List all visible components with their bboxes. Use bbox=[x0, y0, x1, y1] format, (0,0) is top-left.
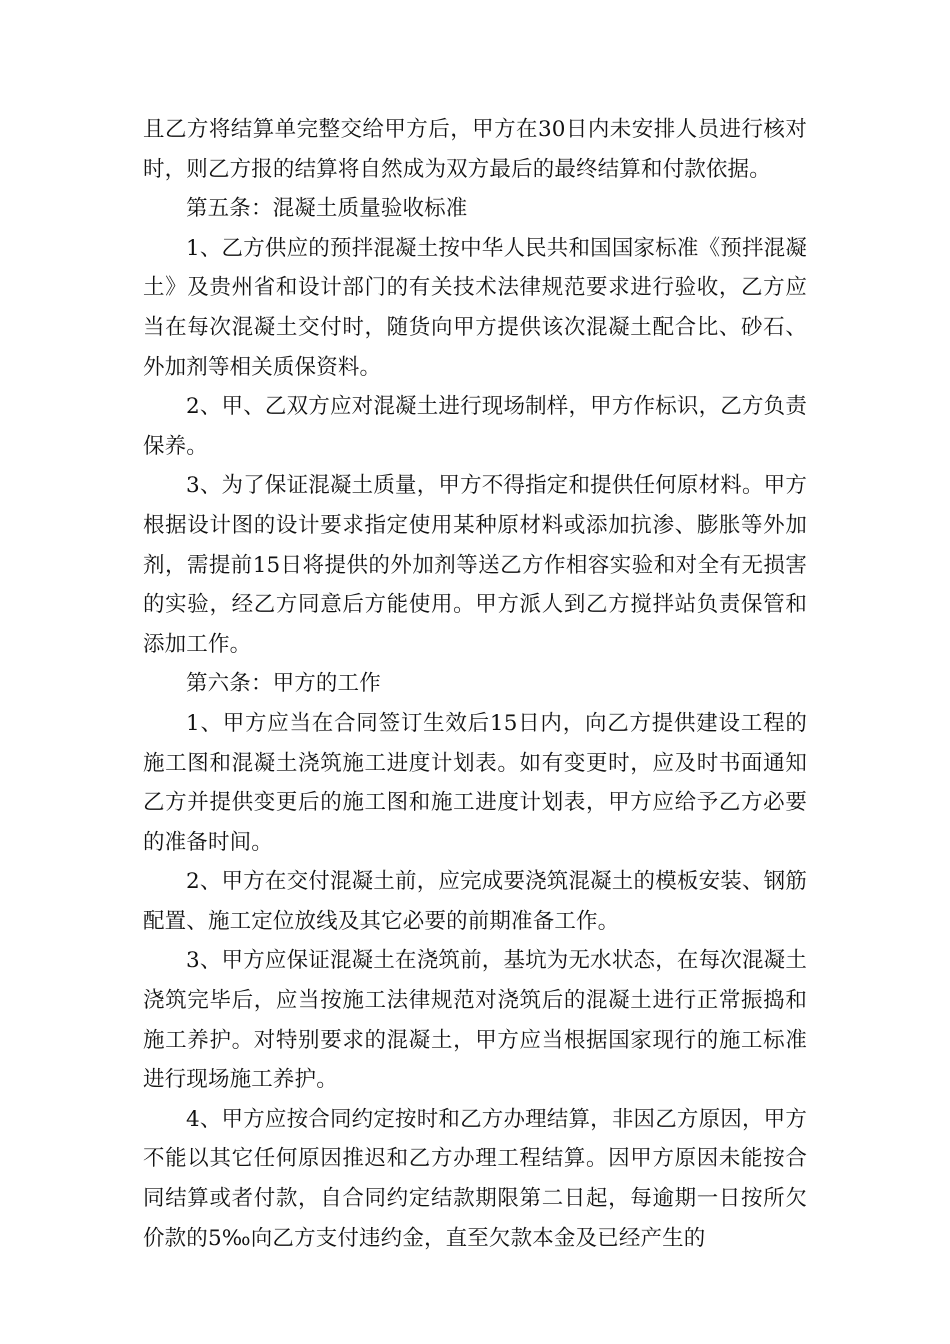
paragraph-article-6-item-1: 1、甲方应当在合同签订生效后15日内，向乙方提供建设工程的施工图和混凝土浇筑施工进度计划表。如有变更时，应及时书面通知乙方并提供变更后的施工图和施工进度计划表，甲方应给予乙方必要的准备时间。 bbox=[143, 710, 807, 855]
paragraph-article-6-item-4: 4、甲方应按合同约定按时和乙方办理结算，非因乙方原因，甲方不能以其它任何原因推迟和乙方办理工程结算。因甲方原因未能按合同结算或者付款，自合同约定结款期限第二日起，每逾期一日按所欠价款的5‰向乙方支付违约金，直至欠款本金及已经产生的 bbox=[143, 1106, 807, 1251]
document-page bbox=[143, 110, 807, 1258]
heading-article-6: 第六条：甲方的工作 bbox=[186, 671, 381, 697]
paragraph-article-5-item-3: 3、为了保证混凝土质量，甲方不得指定和提供任何原材料。甲方根据设计图的设计要求指定使用某种原材料或添加抗渗、膨胀等外加剂，需提前15日将提供的外加剂等送乙方作相容实验和对全有无损害的实验，经乙方同意后方能使用。甲方派人到乙方搅拌站负责保管和添加工作。 bbox=[143, 473, 807, 657]
paragraph-article-6-item-2: 2、甲方在交付混凝土前，应完成要浇筑混凝土的模板安装、钢筋配置、施工定位放线及其它必要的前期准备工作。 bbox=[143, 869, 807, 934]
heading-article-5: 第五条：混凝土质量验收标准 bbox=[186, 196, 468, 222]
paragraph-article-6-item-3: 3、甲方应保证混凝土在浇筑前，基坑为无水状态，在每次混凝土浇筑完毕后，应当按施工法律规范对浇筑后的混凝土进行正常振捣和施工养护。对特别要求的混凝土，甲方应当根据国家现行的施工标准进行现场施工养护。 bbox=[143, 948, 807, 1093]
paragraph-article-5-item-1: 1、乙方供应的预拌混凝土按中华人民共和国国家标准《预拌混凝土》及贵州省和设计部门的有关技术法律规范要求进行验收，乙方应当在每次混凝土交付时，随货向甲方提供该次混凝土配合比、砂石、外加剂等相关质保资料。 bbox=[143, 235, 807, 380]
paragraph-article-5-item-2: 2、甲、乙双方应对混凝土进行现场制样，甲方作标识，乙方负责保养。 bbox=[143, 394, 807, 459]
paragraph-settlement-continued: 且乙方将结算单完整交给甲方后，甲方在30日内未安排人员进行核对时，则乙方报的结算将自然成为双方最后的最终结算和付款依据。 bbox=[143, 117, 807, 182]
